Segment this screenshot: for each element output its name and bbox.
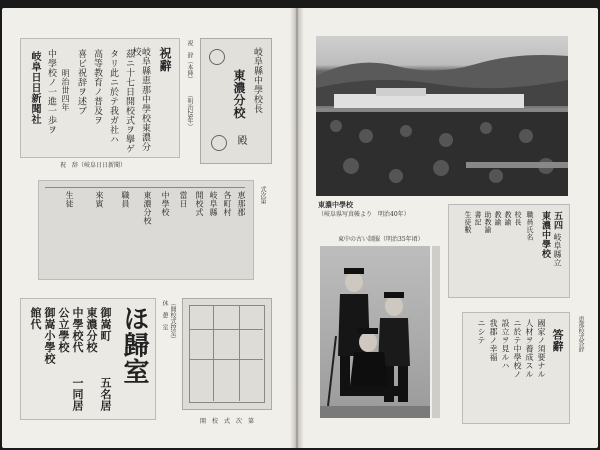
students-in-uniform-illustration bbox=[320, 246, 430, 418]
doc1-line: 明治丗四年 bbox=[61, 69, 70, 112]
photo2-caption: 東中の古い制服（明治35年頃） bbox=[338, 236, 424, 243]
doc1-line: タリ此ニ於テ我ガ社ハ bbox=[108, 49, 118, 144]
doc4-side-caption: （開校式控室） bbox=[169, 300, 176, 342]
ceremony-order-document bbox=[38, 180, 254, 280]
doc2-line: 東濃分校 bbox=[232, 69, 246, 119]
doc3-line: 中學校 bbox=[161, 191, 170, 217]
doc3-line: 東濃分校 bbox=[143, 191, 152, 225]
postmark-stamp-icon bbox=[211, 135, 227, 151]
doc4-line: 公立學校 bbox=[57, 307, 70, 353]
doc1-line: 中學校ノ一進一歩ヲ bbox=[46, 49, 56, 135]
doc2-line: 岐阜縣中學校長 bbox=[252, 47, 262, 114]
doc1-line: 岐阜縣恵那中學校東濃分校 bbox=[130, 47, 150, 152]
doc4-side-caption-top: 休 憩 室 bbox=[161, 300, 168, 330]
doc1-line: 高等教育ノ普及ヲ bbox=[92, 49, 102, 125]
doc7-line: 國家ノ須要ナル bbox=[537, 319, 546, 379]
doc4-line: 中學校代 bbox=[71, 307, 84, 353]
envelope-document bbox=[200, 38, 272, 164]
doc4-line: 御嵩町 bbox=[99, 307, 112, 342]
reply-address-document bbox=[462, 312, 570, 424]
doc6-title-line2: 東濃中學校 bbox=[540, 211, 550, 259]
doc2-line: 殿 bbox=[235, 135, 246, 146]
doc7-line: 設立ヲ見ルハ bbox=[501, 319, 510, 370]
staff-listing-document bbox=[448, 204, 570, 298]
book-gutter bbox=[290, 8, 304, 448]
doc3-line: 岐阜縣 bbox=[209, 191, 218, 217]
doc1-line: 岐阜日日新聞社 bbox=[29, 51, 40, 125]
doc1-caption: 祝 辞（岐阜日日新聞） bbox=[60, 162, 127, 169]
doc6-line: 書記 bbox=[474, 211, 482, 226]
doc7-line: 人材ヲ養成スル bbox=[525, 319, 534, 379]
photo1-caption-source: （岐阜県写真帳より 明治40年） bbox=[318, 211, 410, 218]
school-landscape-illustration bbox=[316, 36, 568, 196]
ceremony-program-sheet bbox=[182, 298, 272, 410]
congratulation-newspaper-document bbox=[20, 38, 180, 158]
doc3-line: 生徒 bbox=[65, 191, 74, 208]
rest-room-sign-document bbox=[20, 298, 156, 420]
doc6-line: 教諭 bbox=[504, 211, 512, 226]
doc6-line: 教諭 bbox=[494, 211, 502, 226]
doc6-line: 職員氏名 bbox=[526, 211, 534, 241]
doc4-line: 御嵩小學校 bbox=[43, 307, 56, 365]
doc4-line: 五名居 bbox=[99, 377, 112, 412]
doc1-line: 茲ニ十七日開校式ヲ擧ゲ bbox=[124, 49, 134, 154]
postmark-stamp-icon bbox=[209, 49, 225, 65]
doc3-line: 各町村 bbox=[223, 191, 232, 217]
doc6-line: 生徒數 bbox=[464, 211, 472, 234]
doc5-caption: 開 校 式 次 第 bbox=[200, 418, 255, 425]
doc6-line: 助教諭 bbox=[484, 211, 492, 234]
school-landscape-photo bbox=[316, 36, 568, 196]
doc7-line: 我郡ノ幸福 bbox=[489, 319, 498, 362]
doc3-line: 職員 bbox=[121, 191, 130, 208]
doc6-title-number: 五四 bbox=[552, 211, 562, 230]
doc3-line: 恵那郡 bbox=[237, 191, 246, 217]
doc2-side-caption-date: （明治29年） bbox=[186, 92, 193, 130]
doc4-line: 一同居 bbox=[71, 377, 84, 412]
photo1-caption-title: 東濃中學校 bbox=[318, 200, 353, 209]
doc6-line: 校長 bbox=[514, 211, 522, 226]
doc4-big-text: ほ歸室 bbox=[119, 305, 149, 385]
doc7-heading: 答辭 bbox=[551, 329, 564, 352]
doc7-line: ニ於テ中學校ノ bbox=[513, 319, 522, 379]
doc2-side-caption: 祝 辞（本陣） bbox=[186, 40, 193, 82]
doc1-line: 喜ビ祝辞ヲ述ブ bbox=[76, 49, 86, 116]
old-uniform-photo bbox=[320, 246, 430, 418]
doc3-line: 開校式 bbox=[195, 191, 204, 217]
doc3-line: 來賓 bbox=[95, 191, 104, 208]
doc7-line: ニシテ bbox=[477, 319, 486, 345]
doc6-title-line1: 岐阜縣立 bbox=[553, 233, 562, 267]
photo2-margin-strip bbox=[432, 246, 440, 418]
doc4-line: 東濃分校 bbox=[85, 307, 98, 353]
doc3-line: 當日 bbox=[179, 191, 188, 208]
doc7-side-caption: 恵那校式答辞 bbox=[577, 316, 584, 352]
doc4-line: 館代 bbox=[29, 307, 42, 330]
doc3-side-caption: 式次第 bbox=[259, 186, 266, 204]
doc1-heading: 祝辭 bbox=[158, 47, 172, 72]
